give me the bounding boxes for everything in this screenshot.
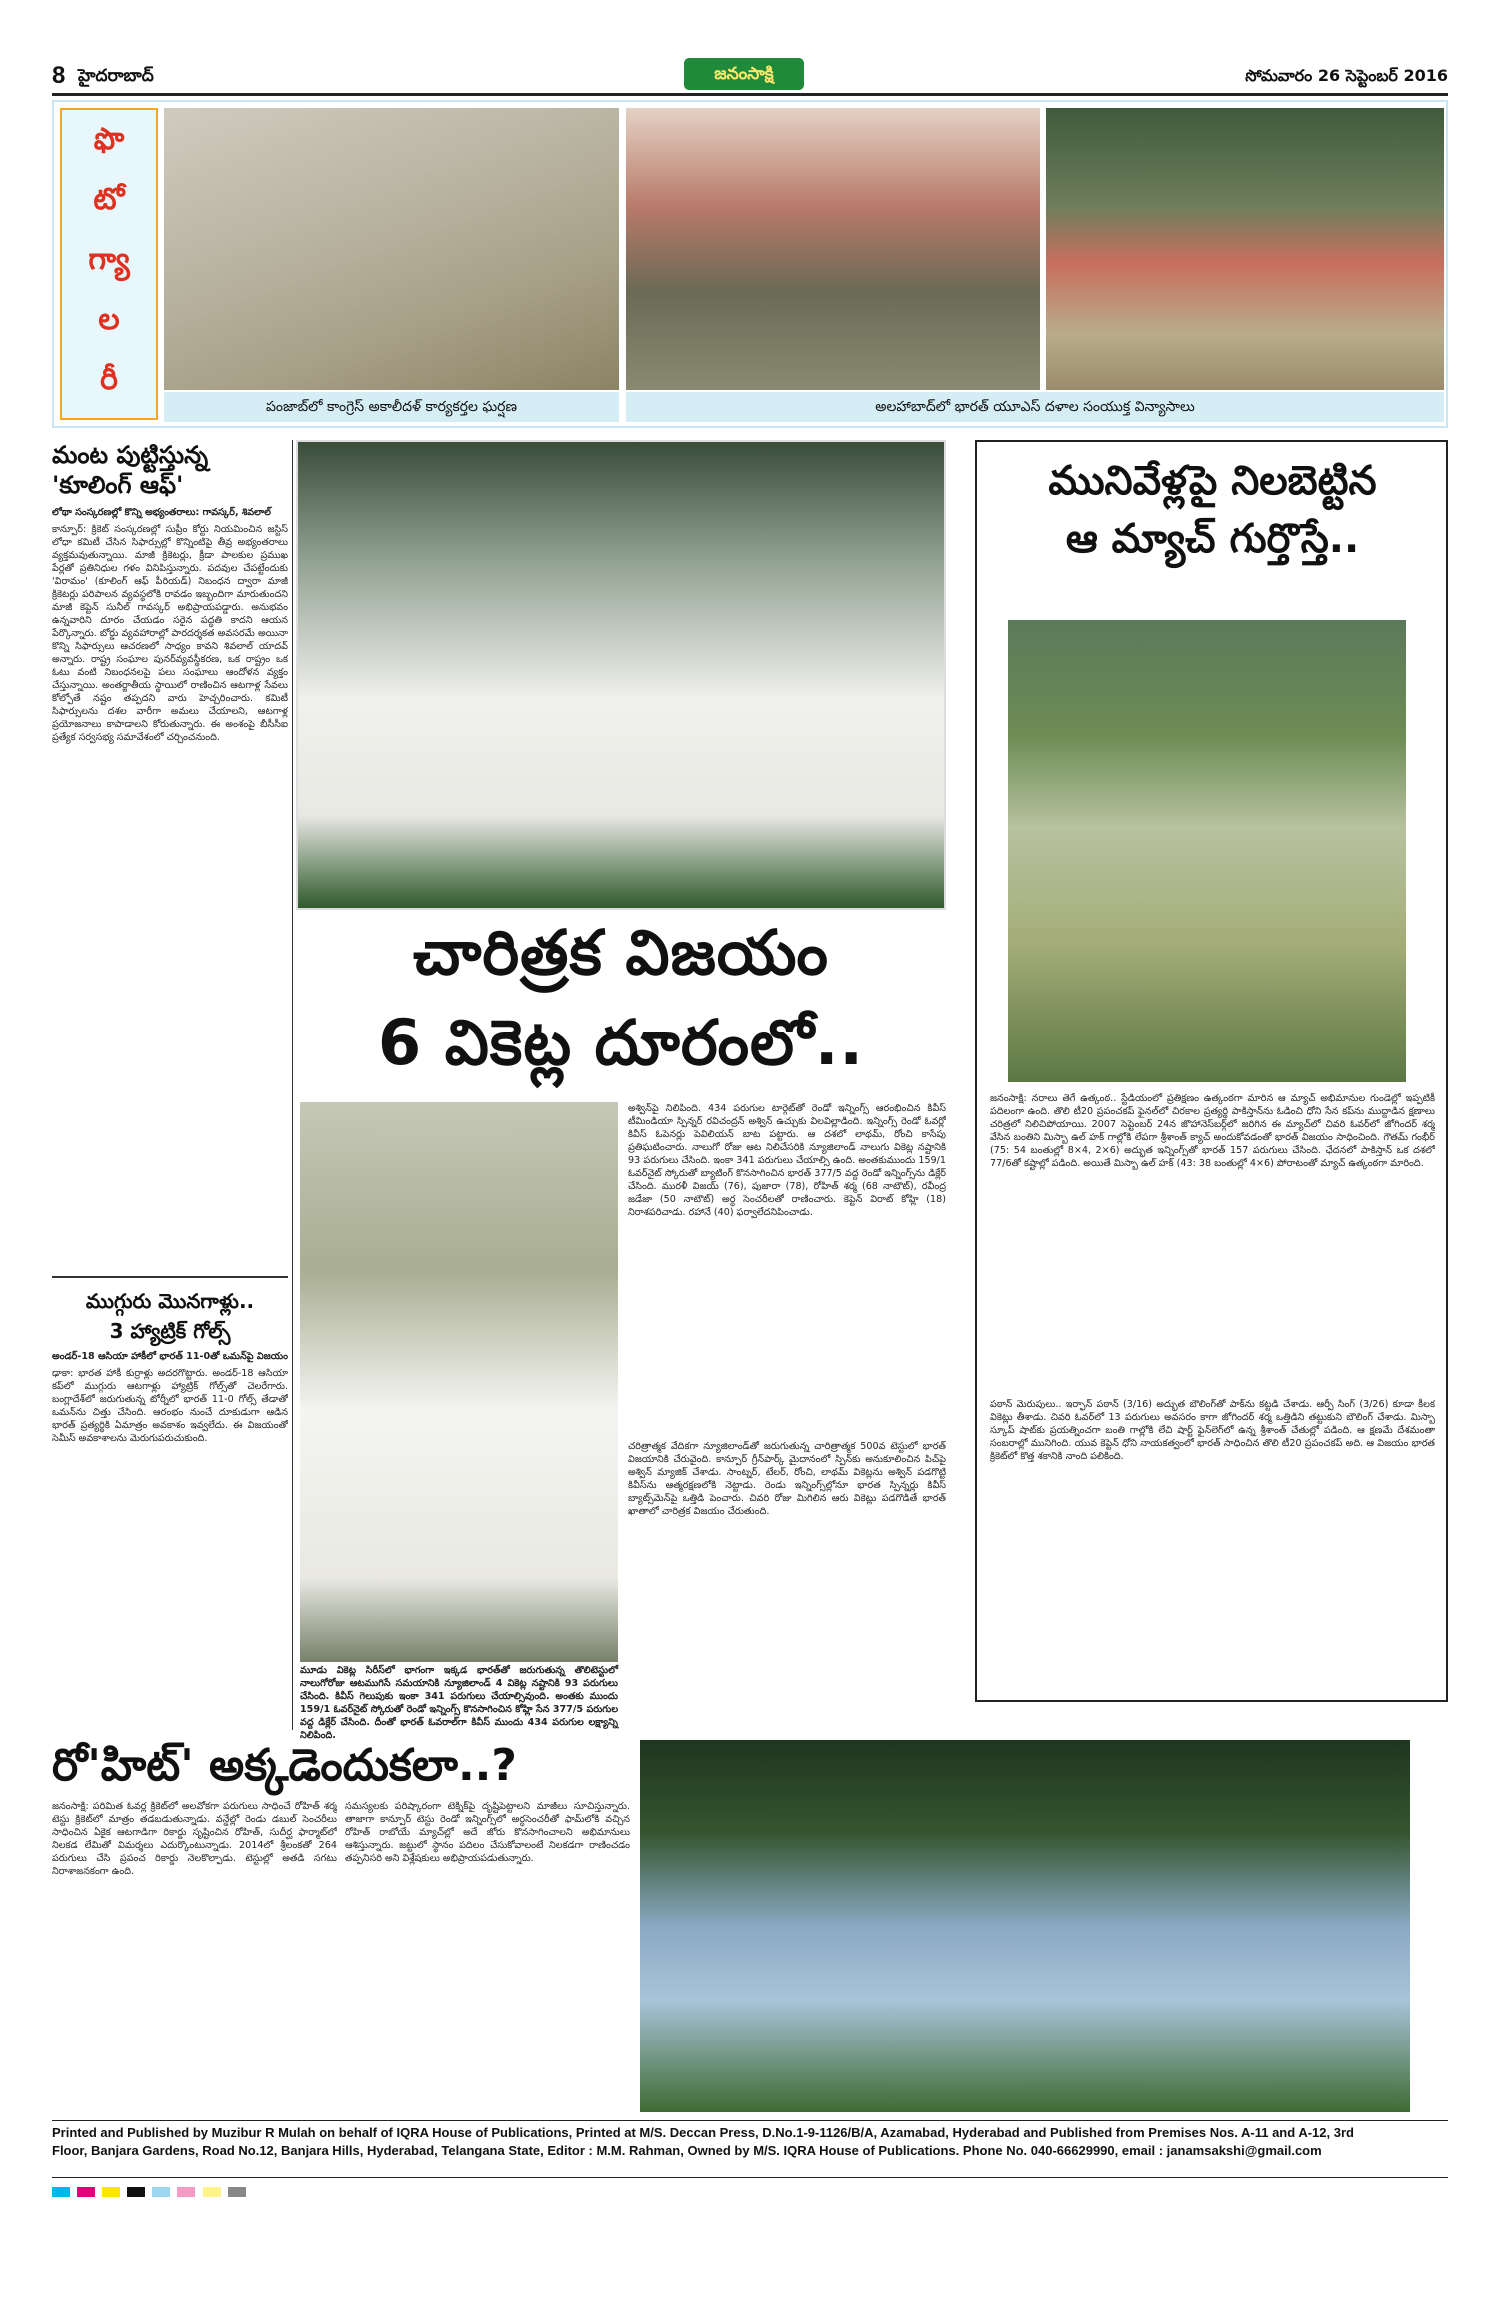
- column-divider: [292, 440, 293, 1730]
- rohit-body-1: జనంసాక్షి: పరిమిత ఓవర్ల క్రికెట్‌లో అలవోకగా పరుగులు సాధించే రోహిత్ శర్మ టెస్టు క్రికెట్‌లో మాత్రం తడబడుతున్నాడు. వన్డేల్లో రెండు డబుల్ సెంచరీలు సాధించిన ఏకైక ఆటగాడిగా రికార్డు సృష్టించిన రోహిత్, సుదీర్ఘ ఫార్మాట్‌లో నిలకడ లేమితో విమర్శలు ఎదుర్కొంటున్నాడు. 2014లో శ్రీలంకతో 264 పరుగులు చేసి ప్రపంచ రికార్డు నెలకొల్పాడు. టెస్టుల్లో అతడి సగటు నిరాశాజనకంగా ఉంది.: [52, 1801, 337, 1877]
- left-byline: లోథా సంస్కరణల్లో కొన్ని అభ్యంతరాలు: గావస్కర్, శివలాల్: [52, 507, 271, 518]
- edition-city: హైదరాబాద్: [78, 66, 154, 86]
- left-headline-1: మంట పుట్టిస్తున్న: [52, 441, 209, 469]
- sub-byline: అండర్-18 ఆసియా హాకీలో భారత్ 11-0తో ఒమన్‌పై విజయం: [52, 1351, 288, 1362]
- gallery-photo-soldiers: [626, 108, 1040, 390]
- divider: [52, 1276, 288, 1278]
- main-headline: [296, 908, 946, 1096]
- page-header: [52, 56, 1448, 96]
- color-swatch: [152, 2187, 170, 2197]
- gallery-tab-letter: ఫొ: [93, 122, 125, 157]
- gallery-tab-letter: ల: [98, 302, 120, 337]
- color-swatch: [127, 2187, 145, 2197]
- color-swatch: [228, 2187, 246, 2197]
- color-swatch: [77, 2187, 95, 2197]
- main-headline-line-1: చారిత్రక విజయం: [413, 916, 829, 989]
- gallery-photo-drill: [1046, 108, 1444, 390]
- main-body-1: అశ్విన్‌పై నిలిపింది. 434 పరుగుల టార్గెట్‌తో రెండో ఇన్నింగ్స్ ఆరంభించిన కివీస్ టీమిండియా స్పిన్నర్ రవిచంద్రన్ అశ్విన్ ఉచ్చుకు విలవిల్లాడింది. ఇన్నింగ్స్ రెండో ఓవర్లో కివీస్ ఓపెనర్లు పెవిలియన్ బాట పట్టారు. ఆ దశలో లాథమ్, రోంచి కాసేపు ప్రతిఘటించారు. నాలుగో రోజు ఆట నిలిచేసరికి న్యూజిలాండ్ నాలుగు వికెట్ల నష్టానికి 93 పరుగులు చేసింది. ఇంకా 341 పరుగులు చేయాల్సి ఉంది. అంతకుముందు 159/1 ఓవర్‌నైట్ స్కోరుతో బ్యాటింగ్ కొనసాగించిన భారత్ 377/5 వద్ద రెండో ఇన్నింగ్స్‌ను డిక్లేర్ చేసింది. మురళీ విజయ్ (76), పుజారా (78), రోహిత్ శర్మ (68 నాటౌట్), రవీంద్ర జడేజా (50 నాటౌట్) అర్ధ సెంచరీలతో రాణించారు. కెప్టెన్ విరాట్ కోహ్లి (18) నిరాశపరిచాడు. రహానే (40) ఫర్వాలేదనిపించాడు.: [628, 1103, 946, 1218]
- registration-marks: [52, 2182, 1448, 2196]
- imprint-footer: [52, 2120, 1448, 2178]
- gallery-photo-clash: [164, 108, 619, 390]
- masthead-logo: జనంసాక్షి: [684, 58, 804, 90]
- rohit-headline: రో'హిట్' అక్కడెందుకలా..?: [52, 1740, 517, 1791]
- right-body: జనంసాక్షి: నరాలు తెగే ఉత్కంఠ.. స్టేడియంలో ప్రతిక్షణం ఉత్కంఠగా మారిన ఆ మ్యాచ్ అభిమానుల గుండెల్లో ఇప్పటికీ పదిలంగా ఉంది. తొలి టీ20 ప్రపంచకప్ ఫైనల్‌లో చిరకాల ప్రత్యర్థి పాకిస్తాన్‌ను ఓడించి ధోని సేన కప్‌ను ముద్దాడిన క్షణాలు చరిత్రలో నిలిచిపోయాయి. 2007 సెప్టెంబర్ 24న జొహానెస్‌బర్గ్‌లో జరిగిన ఈ మ్యాచ్‌లో చివరి ఓవర్‌లో జోగిందర్ శర్మ వేసిన బంతిని మిస్బా ఉల్ హక్ గాల్లోకి లేపగా శ్రీశాంత్ క్యాచ్ అందుకోవడంతో భారత్ విజయం సాధించింది. గౌతమ్ గంభీర్ (75: 54 బంతుల్లో 8×4, 2×6) అద్భుత ఇన్నింగ్స్‌తో భారత్ 157 పరుగులు చేసింది. ఛేదనలో పాకిస్తాన్ ఒక దశలో 77/6తో కష్టాల్లో పడింది. అయితే మిస్బా ఉల్ హక్ (43: 38 బంతుల్లో 4×6) పోరాటంతో మ్యాచ్ ఉత్కంఠగా మారింది.: [990, 1093, 1435, 1169]
- left-body: కాన్పూర్: క్రికెట్ సంస్కరణల్లో సుప్రీం కోర్టు నియమించిన జస్టిస్ లోధా కమిటీ చేసిన సిఫార్సుల్లో కొన్నింటిపై తీవ్ర అభ్యంతరాలు వ్యక్తమవుతున్నాయి. మాజీ క్రికెటర్లు, క్రీడా పాలకుల ప్రముఖ పేర్లతో ప్రతినిధుల గళం వినిపిస్తున్నారు. పదవుల చేపట్టేందుకు 'విరామం' (కూలింగ్ ఆఫ్ పీరియడ్) నిబంధన ద్వారా మాజీ క్రికెటర్లు పరిపాలన వ్యవస్థలోకి రావడం ఇబ్బందిగా మారుతుందని మాజీ కెప్టెన్ సునీల్ గావస్కర్ అభిప్రాయపడ్డారు. అనుభవం ఉన్నవారిని దూరం చేయడం సరైన పద్ధతి కాదని ఆయన పేర్కొన్నారు. బోర్డు వ్యవహారాల్లో పారదర్శకత అవసరమే అయినా కొన్ని సిఫార్సులు ఆచరణలో సాధ్యం కావని శివలాల్ యాదవ్ అన్నారు. రాష్ట్ర సంఘాల పునర్‌వ్యవస్థీకరణ, ఒక రాష్ట్రం ఒక ఓటు వంటి నిబంధనలపై పలు సంఘాలు ఆందోళన వ్యక్తం చేస్తున్నాయి. అంతర్జాతీయ స్థాయిలో రాణించిన ఆటగాళ్ల సేవలు కోల్పోతే నష్టం తప్పదని వారు హెచ్చరించారు. కమిటీ సిఫార్సులను దశల వారీగా అమలు చేయాలని, ఆటగాళ్ల ప్రయోజనాలు కాపాడాలని కోరుతున్నారు. ఈ అంశంపై బీసీసీఐ ప్రత్యేక సర్వసభ్య సమావేశంలో చర్చించనుంది.: [52, 524, 288, 743]
- imprint-line-1: Printed and Published by Muzibur R Mulah on behalf of IQRA House of Publications, Printed at M/S. Deccan Press, D.No.1-9-1126/B/A, Azamabad, Hyderabad and Published from Premises Nos. A-11 and A-12, 3rd: [52, 2125, 1354, 2140]
- rohit-body-2: సమస్యలకు పరిష్కారంగా టెక్నిక్‌పై దృష్టిపెట్టాలని మాజీలు సూచిస్తున్నారు. తాజాగా కాన్పూర్ టెస్టు రెండో ఇన్నింగ్స్‌లో అర్ధసెంచరీతో ఫామ్‌లోకి వచ్చిన రోహిత్ రాబోయే మ్యాచ్‌ల్లో అదే జోరు కొనసాగించాలని అభిమానులు ఆశిస్తున్నారు. జట్టులో స్థానం పదిలం చేసుకోవాలంటే నిలకడగా రాణించడం తప్పనిసరి అని విశ్లేషకులు అభిప్రాయపడుతున్నారు.: [345, 1801, 630, 1864]
- color-swatch: [52, 2187, 70, 2197]
- gallery-tab: [60, 108, 158, 420]
- right-headline-line-2: ఆ మ్యాచ్ గుర్తొస్తే..: [1065, 516, 1360, 562]
- ashwin-photo: [300, 1102, 618, 1662]
- right-headline: [990, 452, 1435, 568]
- color-swatch: [102, 2187, 120, 2197]
- sub-headline-2: 3 హ్యాట్రిక్ గోల్స్: [109, 1319, 231, 1343]
- left-column: [52, 440, 288, 1740]
- gallery-caption-1: పంజాబ్‌లో కాంగ్రెస్ అకాలీదళ్ కార్యకర్తల ఘర్షణ: [164, 392, 619, 422]
- right-sub-body: పఠాన్ మెరుపులు.. ఇర్ఫాన్ పఠాన్ (3/16) అద్భుత బౌలింగ్‌తో పాక్‌ను కట్టడి చేశాడు. ఆర్పీ సింగ్ (3/26) కూడా కీలక వికెట్లు తీశాడు. చివరి ఓవర్‌లో 13 పరుగులు అవసరం కాగా జోగిందర్ శర్మ ఒత్తిడిని తట్టుకుని బౌలింగ్ చేశాడు. మిస్బా స్కూప్ షాట్‌కు ప్రయత్నించగా బంతి గాల్లోకి లేచి షార్ట్ ఫైన్‌లెగ్‌లో ఉన్న శ్రీశాంత్ చేతుల్లో పడింది. ఆ క్షణమే దేశమంతా సంబరాల్లో మునిగింది. యువ కెప్టెన్ ధోని నాయకత్వంలో భారత్ సాధించిన తొలి టీ20 ప్రపంచకప్ అది. ఆ విజయం భారత క్రికెట్‌లో కొత్త శకానికి నాంది పలికింది.: [990, 1399, 1435, 1462]
- color-swatch: [177, 2187, 195, 2197]
- team-celebration-photo: [296, 440, 946, 910]
- photo-gallery: [52, 100, 1448, 428]
- gallery-tab-letter: గ్యా: [88, 242, 130, 277]
- t20-final-photo: [1008, 620, 1406, 1082]
- fans-celebration-photo: [640, 1740, 1410, 2112]
- gallery-tab-letter: రీ: [100, 362, 118, 397]
- main-body-2: చరిత్రాత్మక వేదికగా న్యూజిలాండ్‌తో జరుగుతున్న చారిత్రాత్మక 500వ టెస్టులో భారత్ విజయానికి చేరువైంది. కాన్పూర్ గ్రీన్‌పార్క్ మైదానంలో స్పిన్‌కు అనుకూలించిన పిచ్‌పై అశ్విన్ మ్యాజిక్ చేశాడు. సాంట్నర్, టేలర్, రోంచి, లాథమ్ వికెట్లను అశ్విన్ పడగొట్టి కివీస్‌ను ఆత్మరక్షణలోకి నెట్టాడు. రెండు ఇన్నింగ్స్‌ల్లోనూ భారత స్పిన్నర్లు కివీస్ బ్యాట్స్‌మెన్‌పై ఒత్తిడి పెంచారు. చివరి రోజు మిగిలిన ఆరు వికెట్లు పడగొడితే భారత్ ఖాతాలో చారిత్రక విజయం చేరుతుంది.: [628, 1441, 946, 1517]
- sub-body: ఢాకా: భారత హాకీ కుర్రాళ్లు అదరగొట్టారు. అండర్-18 ఆసియా కప్‌లో ముగ్గురు ఆటగాళ్లు హ్యాట్రిక్ గోల్స్‌తో చెలరేగారు. బంగ్లాదేశ్‌లో జరుగుతున్న టోర్నీలో భారత్ 11-0 గోల్స్ తేడాతో ఒమన్‌ను చిత్తు చేసింది. ఆరంభం నుంచే దూకుడుగా ఆడిన భారత్ ప్రత్యర్థికి ఏమాత్రం అవకాశం ఇవ్వలేదు. ఈ విజయంతో సెమీస్ అవకాశాలను మెరుగుపరుచుకుంది.: [52, 1368, 288, 1444]
- main-headline-line-2: 6 వికెట్ల దూరంలో..: [378, 1006, 864, 1079]
- right-headline-line-1: మునివేళ్లపై నిలబెట్టిన: [1048, 458, 1377, 504]
- color-swatch: [203, 2187, 221, 2197]
- page-number: 8: [52, 62, 66, 89]
- photo-caption: మూడు వికెట్ల సిరీస్‌లో భాగంగా ఇక్కడ భారత్‌తో జరుగుతున్న తొలిటెస్టులో నాలుగోరోజు ఆటముగిసే సమయానికి న్యూజిలాండ్ 4 వికెట్ల నష్టానికి 93 పరుగులు చేసింది. కివీస్ గెలుపుకు ఇంకా 341 పరుగులు చేయాల్సివుంది. అంతకు ముందు 159/1 ఓవర్‌నైట్ స్కోరుతో రెండో ఇన్నింగ్స్ కొనసాగించిన కోహ్లి సేన 377/5 పరుగుల వద్ద డిక్లేర్ చేసింది. దీంతో భారత్ ఓవరాల్‌గా కివీస్ ముందు 434 పరుగుల లక్ష్యాన్ని నిలిపింది.: [300, 1665, 618, 1741]
- left-headline-2: 'కూలింగ్ ఆఫ్': [52, 471, 184, 499]
- gallery-caption-2: అలహాబాద్‌లో భారత్ యూఎస్ దళాల సంయుక్త విన్యాసాలు: [626, 392, 1444, 422]
- sub-headline-1: ముగ్గురు మొనగాళ్లు..: [85, 1289, 255, 1313]
- gallery-tab-letter: టో: [93, 182, 125, 217]
- issue-date: సోమవారం 26 సెప్టెంబర్ 2016: [1245, 66, 1448, 85]
- imprint-line-2: Floor, Banjara Gardens, Road No.12, Banjara Hills, Hyderabad, Telangana State, Editor : M.M. Rahman, Owned by M/S. IQRA House of Publications. Phone No. 040-66629990, email : janamsakshi@gmail.com: [52, 2143, 1322, 2158]
